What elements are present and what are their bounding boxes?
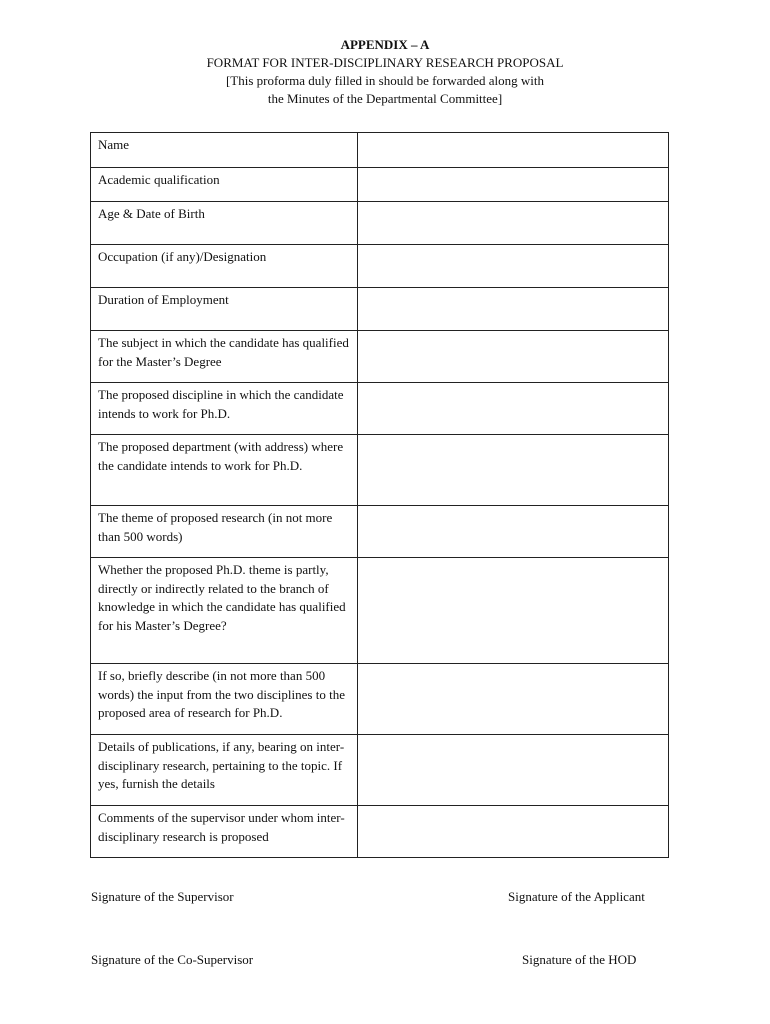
form-row-research-theme: [91, 506, 669, 558]
field-value-proposed-department[interactable]: [358, 435, 669, 506]
signature-co-supervisor: Signature of the Co-Supervisor: [91, 952, 254, 967]
form-row-theme-relation: [91, 558, 669, 664]
field-value-research-theme[interactable]: [358, 506, 669, 558]
field-label-proposed-discipline: The proposed discipline in which the candidate intends to work for Ph.D.: [91, 383, 358, 435]
field-value-theme-relation[interactable]: [358, 558, 669, 664]
field-label-theme-relation: Whether the proposed Ph.D. theme is partly, directly or indirectly related to the branch of knowledge in which the candidate has qualified for his Master’s Degree?: [91, 558, 358, 664]
signature-applicant: Signature of the Applicant: [508, 889, 645, 904]
field-label-masters-subject: The subject in which the candidate has qualified for the Master’s Degree: [91, 331, 358, 383]
field-value-academic-qualification[interactable]: [358, 168, 669, 202]
form-row-name: [91, 133, 669, 168]
field-value-proposed-discipline[interactable]: [358, 383, 669, 435]
field-label-supervisor-comments: Comments of the supervisor under whom inter-disciplinary research is proposed: [91, 806, 358, 858]
proposal-form-table: [90, 132, 669, 858]
signature-hod: Signature of the HOD: [522, 952, 637, 967]
field-label-discipline-input: If so, briefly describe (in not more than 500 words) the input from the two disciplines to the proposed area of research for Ph.D.: [91, 664, 358, 735]
form-row-proposed-department: [91, 435, 669, 506]
field-label-name: Name: [91, 133, 358, 168]
document-header: [0, 36, 770, 108]
form-row-age-dob: [91, 202, 669, 245]
appendix-title: APPENDIX – A: [340, 37, 430, 52]
field-value-age-dob[interactable]: [358, 202, 669, 245]
field-value-discipline-input[interactable]: [358, 664, 669, 735]
form-row-discipline-input: [91, 664, 669, 735]
instruction-line-2: the Minutes of the Departmental Committee]: [267, 91, 503, 106]
field-label-duration-employment: Duration of Employment: [91, 288, 358, 331]
form-row-publications: [91, 735, 669, 806]
form-row-proposed-discipline: [91, 383, 669, 435]
field-value-masters-subject[interactable]: [358, 331, 669, 383]
form-row-duration-employment: [91, 288, 669, 331]
field-value-supervisor-comments[interactable]: [358, 806, 669, 858]
field-label-research-theme: The theme of proposed research (in not more than 500 words): [91, 506, 358, 558]
field-value-occupation[interactable]: [358, 245, 669, 288]
form-row-occupation: [91, 245, 669, 288]
form-title: FORMAT FOR INTER-DISCIPLINARY RESEARCH PROPOSAL: [206, 55, 564, 70]
form-row-supervisor-comments: [91, 806, 669, 858]
field-value-name[interactable]: [358, 133, 669, 168]
field-label-proposed-department: The proposed department (with address) where the candidate intends to work for Ph.D.: [91, 435, 358, 506]
form-row-masters-subject: [91, 331, 669, 383]
field-label-age-dob: Age & Date of Birth: [91, 202, 358, 245]
field-value-duration-employment[interactable]: [358, 288, 669, 331]
field-label-occupation: Occupation (if any)/Designation: [91, 245, 358, 288]
field-label-publications: Details of publications, if any, bearing on inter-disciplinary research, pertaining to the topic. If yes, furnish the details: [91, 735, 358, 806]
signature-supervisor: Signature of the Supervisor: [91, 889, 234, 904]
field-label-academic-qualification: Academic qualification: [91, 168, 358, 202]
form-row-academic-qualification: [91, 168, 669, 202]
instruction-line-1: [This proforma duly filled in should be forwarded along with: [225, 73, 545, 88]
field-value-publications[interactable]: [358, 735, 669, 806]
